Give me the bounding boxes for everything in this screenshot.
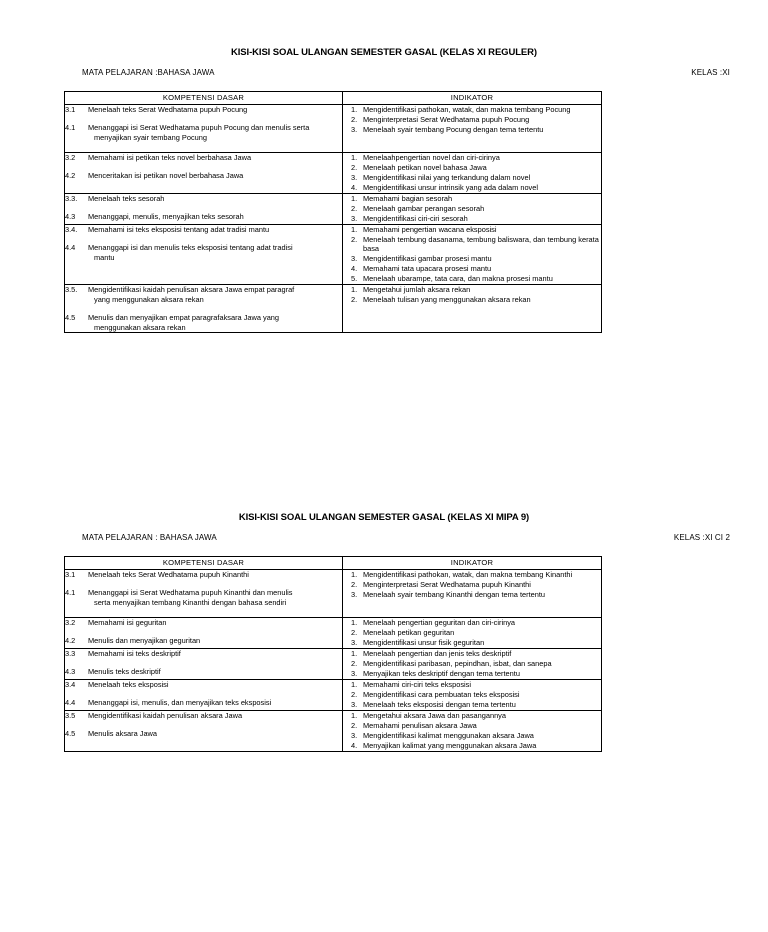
table-row (65, 618, 602, 649)
indikator-text: Mengidentifikasi paribasan, pepindhan, isbat, dan sanepa (363, 659, 552, 668)
table-row (65, 649, 602, 680)
indikator-number: 1. (351, 649, 358, 658)
table-row (65, 105, 602, 153)
indikator-item (343, 628, 601, 638)
kompetensi-dasar-text-line: Memahami isi petikan teks novel berbahasa Jawa (88, 153, 252, 162)
page-title: KISI-KISI SOAL ULANGAN SEMESTER GASAL (KELAS XI REGULER) (231, 47, 537, 58)
kompetensi-dasar-cell (65, 680, 343, 711)
kompetensi-dasar-code: 3.5. (65, 285, 78, 295)
indikator-item (343, 214, 601, 224)
indikator-text: Menelaah pengertian dan jenis teks deskriptif (363, 649, 512, 658)
indikator-text: Menelaah syair tembang Pocung dengan tema tertentu (363, 125, 544, 134)
indikator-number: 3. (351, 638, 358, 647)
indikator-number: 4. (351, 264, 358, 274)
indikator-number: 1. (351, 285, 358, 295)
kompetensi-dasar-code: 4.2 (65, 171, 76, 181)
column-header-kompetensi-dasar: KOMPETENSI DASAR (65, 92, 343, 105)
indikator-text: Mengidentifikasi pathokan, watak, dan makna tembang Pocung (363, 105, 571, 114)
kompetensi-dasar-text (88, 212, 342, 221)
indikator-item (343, 669, 601, 679)
kompetensi-dasar-item (65, 649, 342, 658)
kompetensi-dasar-text (88, 680, 342, 689)
kompetensi-dasar-text (88, 153, 342, 162)
indikator-text: Menyajikan teks deskriptif dengan tema tertentu (363, 669, 520, 678)
indikator-item (343, 690, 601, 700)
indikator-text: Menyajikan kalimat yang menggunakan aksara Jawa (363, 741, 537, 750)
indikator-number: 3. (351, 173, 358, 182)
indikator-item (343, 700, 601, 710)
kompetensi-dasar-text (88, 667, 342, 676)
kisi-kisi-section-reguler (0, 47, 768, 333)
kompetensi-dasar-item (65, 636, 342, 645)
kompetensi-dasar-text (88, 588, 342, 607)
kompetensi-dasar-text-line: Menelaah teks Serat Wedhatama pupuh Kinanthi (88, 570, 249, 579)
kompetensi-dasar-item (65, 225, 342, 234)
document-meta (0, 68, 768, 82)
kompetensi-dasar-text-line: Menceritakan isi petikan novel berbahasa Jawa (88, 171, 244, 181)
kompetensi-dasar-text-line: Menanggapi isi Serat Wedhatama pupuh Pocung dan menulis serta (88, 123, 310, 133)
kompetensi-dasar-text-line: Mengidentifikasi kaidah penulisan aksara Jawa empat paragraf (88, 285, 295, 295)
indikator-number: 1. (351, 711, 358, 720)
document-meta (0, 533, 768, 547)
kompetensi-dasar-code: 3.1 (65, 570, 76, 579)
indikator-item (343, 649, 601, 659)
kompetensi-dasar-code: 4.2 (65, 636, 76, 646)
indikator-text: Mengidentifikasi unsur intrinsik yang ada dalam novel (363, 183, 539, 192)
indikator-item (343, 274, 601, 284)
indikator-number: 2. (351, 235, 358, 244)
indikator-number: 3. (351, 590, 358, 599)
indikator-text: Memahami ciri-ciri teks eksposisi (363, 680, 472, 689)
kompetensi-dasar-text (88, 570, 342, 579)
kompetensi-dasar-code: 3.4 (65, 680, 76, 689)
indikator-cell (343, 711, 602, 752)
kompetensi-dasar-item (65, 123, 342, 142)
indikator-number: 1. (351, 680, 358, 689)
kompetensi-dasar-item (65, 698, 342, 707)
kompetensi-dasar-code: 4.5 (65, 313, 76, 323)
indikator-text: Memahami penulisan aksara Jawa (363, 721, 477, 730)
kompetensi-dasar-item (65, 570, 342, 579)
kompetensi-dasar-text (88, 698, 342, 707)
indikator-number: 2. (351, 580, 358, 589)
indikator-number: 2. (351, 115, 358, 124)
kompetensi-dasar-cell (65, 570, 343, 618)
kompetensi-dasar-text-line: Menulis teks deskriptif (88, 667, 161, 677)
indikator-item (343, 173, 601, 183)
kompetensi-dasar-code: 4.3 (65, 212, 76, 222)
indikator-text: Menelaahpengertian novel dan ciri-cirinya (363, 153, 500, 162)
indikator-item (343, 183, 601, 193)
indikator-list (343, 649, 601, 679)
kompetensi-dasar-code: 4.1 (65, 588, 76, 598)
indikator-number: 3. (351, 700, 358, 709)
kompetensi-dasar-text (88, 729, 342, 738)
indikator-cell (343, 194, 602, 225)
kompetensi-dasar-text-line: Menelaah teks Serat Wedhatama pupuh Pocung (88, 105, 248, 114)
kompetensi-dasar-code: 4.5 (65, 729, 76, 739)
indikator-item (343, 163, 601, 173)
indikator-number: 1. (351, 194, 358, 203)
indikator-text: Mengidentifikasi unsur fisik geguritan (363, 638, 485, 647)
indikator-cell (343, 570, 602, 618)
kompetensi-dasar-item (65, 194, 342, 203)
indikator-item (343, 618, 601, 628)
kompetensi-dasar-code: 3.1 (65, 105, 76, 114)
kompetensi-dasar-item (65, 618, 342, 627)
indikator-item (343, 204, 601, 214)
kompetensi-dasar-code: 3.2 (65, 153, 76, 162)
indikator-list (343, 711, 601, 751)
table-row (65, 680, 602, 711)
indikator-item (343, 264, 601, 274)
kompetensi-dasar-text-line: Menelaah teks eksposisi (88, 680, 169, 689)
table-row (65, 570, 602, 618)
kompetensi-dasar-text-line: mantu (94, 252, 115, 262)
kompetensi-dasar-text (88, 171, 342, 180)
indikator-item (343, 153, 601, 163)
kompetensi-dasar-code: 4.3 (65, 667, 76, 677)
indikator-item (343, 711, 601, 721)
indikator-text: Memahami pengertian wacana eksposisi (363, 225, 497, 234)
indikator-text: Menelaah gambar perangan sesorah (363, 204, 485, 213)
kompetensi-dasar-item (65, 680, 342, 689)
indikator-text: Menelaah tulisan yang menggunakan aksara rekan (363, 295, 531, 305)
indikator-text: Menelaah petikan geguritan (363, 628, 455, 637)
kompetensi-dasar-text-line: Menulis dan menyajikan empat paragrafaksara Jawa yang (88, 313, 280, 323)
kompetensi-dasar-text (88, 285, 342, 304)
kompetensi-dasar-code: 3.5 (65, 711, 76, 720)
kompetensi-dasar-code: 3.3 (65, 649, 76, 658)
kompetensi-dasar-text (88, 243, 342, 262)
kompetensi-dasar-text (88, 225, 342, 234)
kompetensi-dasar-code: 4.1 (65, 123, 76, 133)
indikator-cell (343, 618, 602, 649)
kisi-kisi-table (64, 91, 602, 333)
table-header-row (65, 557, 602, 570)
kompetensi-dasar-code: 3.4. (65, 225, 78, 234)
indikator-list (343, 680, 601, 710)
kompetensi-dasar-text-line: Menanggapi, menulis, menyajikan teks sesorah (88, 212, 244, 222)
kompetensi-dasar-cell (65, 153, 343, 194)
kompetensi-dasar-text-line: Menulis aksara Jawa (88, 729, 158, 739)
kompetensi-dasar-item (65, 243, 342, 262)
indikator-list (343, 225, 601, 284)
indikator-text: Menelaah pengertian geguritan dan ciri-cirinya (363, 618, 516, 627)
kompetensi-dasar-cell (65, 225, 343, 285)
kompetensi-dasar-item (65, 313, 342, 332)
kompetensi-dasar-text-line: Memahami isi geguritan (88, 618, 167, 627)
indikator-text: Mengidentifikasi gambar prosesi mantu (363, 254, 492, 264)
kompetensi-dasar-text-line: serta menyajikan tembang Kinanthi dengan bahasa sendiri (94, 597, 287, 607)
indikator-list (343, 153, 601, 193)
indikator-text: Mengetahui aksara Jawa dan pasangannya (363, 711, 506, 720)
indikator-text: Mengidentifikasi cara pembuatan teks eksposisi (363, 690, 520, 699)
kompetensi-dasar-text-line: Menulis dan menyajikan geguritan (88, 636, 201, 646)
indikator-text: Menginterpretasi Serat Wedhatama pupuh Pocung (363, 115, 530, 124)
page-title: KISI-KISI SOAL ULANGAN SEMESTER GASAL (KELAS XI MIPA 9) (238, 512, 530, 523)
kompetensi-dasar-text (88, 649, 342, 658)
indikator-item (343, 285, 601, 295)
kompetensi-dasar-text-line: Mengidentifikasi kaidah penulisan aksara Jawa (88, 711, 243, 720)
indikator-text: Menelaah tembung dasanama, tembung baliswara, dan tembung kerata basa (363, 235, 599, 254)
kompetensi-dasar-text (88, 123, 342, 142)
indikator-text: Mengidentifikasi kalimat menggunakan aksara Jawa (363, 731, 534, 740)
kompetensi-dasar-text-line: menyajikan syair tembang Pocung (94, 132, 207, 142)
indikator-text: Memahami bagian sesorah (363, 194, 453, 203)
indikator-cell (343, 225, 602, 285)
indikator-number: 3. (351, 214, 358, 223)
kompetensi-dasar-cell (65, 105, 343, 153)
indikator-list (343, 194, 601, 224)
kompetensi-dasar-text (88, 313, 342, 332)
kompetensi-dasar-cell (65, 649, 343, 680)
kompetensi-dasar-cell (65, 285, 343, 333)
indikator-number: 4. (351, 741, 358, 750)
table-body (65, 570, 602, 752)
indikator-item (343, 570, 601, 580)
kompetensi-dasar-text-line: Menanggapi isi dan menulis teks eksposisi tentang adat tradisi (88, 243, 293, 253)
indikator-list (343, 105, 601, 135)
indikator-item (343, 731, 601, 741)
kompetensi-dasar-text-line: menggunakan aksara rekan (94, 322, 186, 332)
indikator-number: 2. (351, 204, 358, 213)
indikator-number: 2. (351, 690, 358, 699)
kompetensi-dasar-text-line: Memahami isi teks eksposisi tentang adat tradisi mantu (88, 225, 270, 234)
class-label: KELAS :XI CI 2 (673, 533, 730, 542)
table-body (65, 105, 602, 333)
indikator-item (343, 225, 601, 235)
kompetensi-dasar-text (88, 636, 342, 645)
indikator-text: Mengetahui jumlah aksara rekan (363, 285, 471, 295)
indikator-number: 1. (351, 570, 358, 579)
column-header-indikator: INDIKATOR (343, 92, 602, 105)
indikator-number: 3. (351, 125, 358, 134)
kompetensi-dasar-item (65, 105, 342, 114)
table-header-row (65, 92, 602, 105)
kompetensi-dasar-text-line: yang menggunakan aksara rekan (94, 294, 204, 304)
indikator-cell (343, 285, 602, 333)
table-row (65, 711, 602, 752)
kompetensi-dasar-text (88, 194, 342, 203)
indikator-cell (343, 680, 602, 711)
indikator-item (343, 125, 601, 135)
kompetensi-dasar-text-line: Menelaah teks sesorah (88, 194, 165, 203)
indikator-text: Menelaah teks eksposisi dengan tema tertentu (363, 700, 516, 709)
indikator-item (343, 659, 601, 669)
kompetensi-dasar-item (65, 729, 342, 738)
indikator-number: 2. (351, 659, 358, 668)
indikator-number: 1. (351, 105, 358, 114)
class-label: KELAS :XI (691, 68, 730, 77)
kompetensi-dasar-code: 4.4 (65, 243, 76, 253)
indikator-number: 3. (351, 669, 358, 678)
subject-label: MATA PELAJARAN :BAHASA JAWA (82, 68, 215, 77)
kompetensi-dasar-text (88, 618, 342, 627)
kompetensi-dasar-code: 3.2 (65, 618, 76, 627)
indikator-number: 3. (351, 254, 358, 264)
indikator-list (343, 570, 601, 600)
indikator-item (343, 105, 601, 115)
kisi-kisi-section-mipa (0, 512, 768, 752)
column-header-indikator: INDIKATOR (343, 557, 602, 570)
kompetensi-dasar-text (88, 711, 342, 720)
table-row (65, 225, 602, 285)
indikator-text: Menelaah petikan novel bahasa Jawa (363, 163, 487, 172)
kompetensi-dasar-code: 3.3. (65, 194, 78, 203)
indikator-item (343, 590, 601, 600)
kompetensi-dasar-text-line: Memahami isi teks deskriptif (88, 649, 181, 658)
kompetensi-dasar-text-line: Menanggapi isi Serat Wedhatama pupuh Kinanthi dan menulis (88, 588, 293, 598)
indikator-item (343, 295, 601, 305)
indikator-number: 1. (351, 618, 358, 627)
indikator-text: Mengidentifikasi ciri-ciri sesorah (363, 214, 468, 223)
kompetensi-dasar-item (65, 588, 342, 607)
kompetensi-dasar-item (65, 711, 342, 720)
kompetensi-dasar-item (65, 153, 342, 162)
table-row (65, 285, 602, 333)
indikator-item (343, 235, 601, 254)
indikator-list (343, 285, 601, 305)
indikator-text: Memahami tata upacara prosesi mantu (363, 264, 492, 274)
indikator-item (343, 741, 601, 751)
kompetensi-dasar-item (65, 667, 342, 676)
kompetensi-dasar-cell (65, 711, 343, 752)
indikator-text: Menelaah ubarampe, tata cara, dan makna prosesi mantu (363, 274, 553, 284)
indikator-number: 1. (351, 225, 358, 234)
indikator-number: 2. (351, 163, 358, 172)
subject-label: MATA PELAJARAN : BAHASA JAWA (82, 533, 217, 542)
indikator-cell (343, 153, 602, 194)
table-row (65, 194, 602, 225)
indikator-text: Mengidentifikasi pathokan, watak, dan makna tembang Kinanthi (363, 570, 573, 579)
indikator-text: Menginterpretasi Serat Wedhatama pupuh Kinanthi (363, 580, 531, 589)
kompetensi-dasar-code: 4.4 (65, 698, 76, 708)
indikator-item (343, 580, 601, 590)
indikator-item (343, 721, 601, 731)
indikator-number: 5. (351, 274, 358, 284)
column-header-kompetensi-dasar: KOMPETENSI DASAR (65, 557, 343, 570)
indikator-number: 4. (351, 183, 358, 192)
indikator-text: Menelaah syair tembang Kinanthi dengan tema tertentu (363, 590, 546, 599)
indikator-cell (343, 105, 602, 153)
kompetensi-dasar-text (88, 105, 342, 114)
kompetensi-dasar-cell (65, 618, 343, 649)
indikator-text: Mengidentifikasi nilai yang terkandung dalam novel (363, 173, 531, 182)
kompetensi-dasar-item (65, 212, 342, 221)
indikator-number: 2. (351, 295, 358, 305)
indikator-item (343, 254, 601, 264)
indikator-cell (343, 649, 602, 680)
indikator-number: 2. (351, 721, 358, 730)
indikator-number: 3. (351, 731, 358, 740)
indikator-item (343, 194, 601, 204)
indikator-item (343, 638, 601, 648)
indikator-number: 2. (351, 628, 358, 637)
indikator-number: 1. (351, 153, 358, 162)
indikator-list (343, 618, 601, 648)
kompetensi-dasar-text-line: Menanggapi isi, menulis, dan menyajikan teks eksposisi (88, 698, 272, 708)
kisi-kisi-table (64, 556, 602, 752)
kompetensi-dasar-item (65, 171, 342, 180)
kompetensi-dasar-item (65, 285, 342, 304)
indikator-item (343, 680, 601, 690)
table-row (65, 153, 602, 194)
kompetensi-dasar-cell (65, 194, 343, 225)
indikator-item (343, 115, 601, 125)
